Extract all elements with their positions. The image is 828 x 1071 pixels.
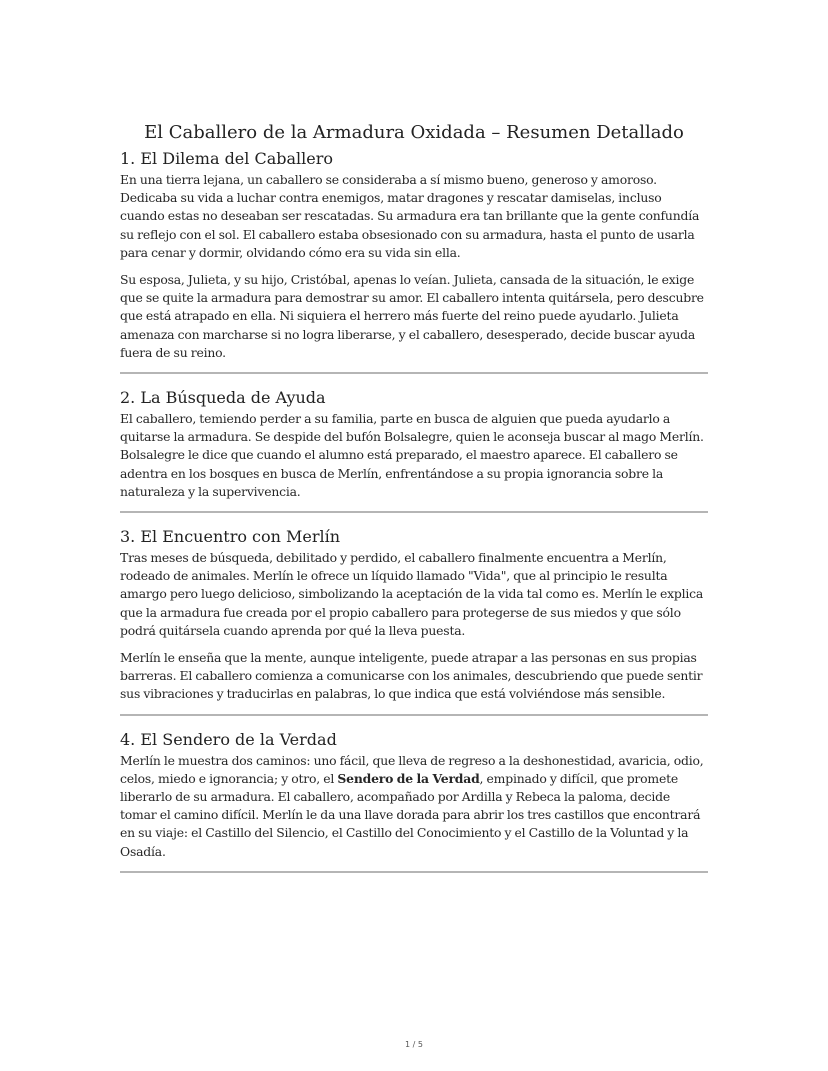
section-heading: 2. La Búsqueda de Ayuda — [120, 388, 326, 408]
section-sendero — [120, 729, 708, 861]
section-paragraph: Merlín le enseña que la mente, aunque inteligente, puede atrapar a las personas en sus propias barreras. El caballero comienza a comunicarse con los animales, descubriendo que puede sentir sus vibraciones y traducirlas en palabras, lo que indica que está volviéndose más sensible. — [120, 650, 703, 702]
section-heading: 3. El Encuentro con Merlín — [120, 527, 341, 547]
document-page — [120, 120, 708, 886]
section-divider — [120, 871, 708, 873]
section-paragraph: En una tierra lejana, un caballero se consideraba a sí mismo bueno, generoso y amoroso. Dedicaba su vida a luchar contra enemigos, matar dragones y rescatar damiselas, incluso cuando estas no deseaban ser rescatadas. Su armadura era tan brillante que la gente confundía su reflejo con el sol. El caballero estaba obsesionado con su armadura, hasta el punto de usarla para cenar y dormir, olvidando cómo era su vida sin ella. — [120, 172, 700, 260]
section-paragraph — [120, 752, 708, 861]
section-paragraph: Su esposa, Julieta, y su hijo, Cristóbal, apenas lo veían. Julieta, cansada de la situación, le exige que se quite la armadura para demostrar su amor. El caballero intenta quitársela, pero descubre que está atrapado en ella. Ni siquiera el herrero más fuerte del reino puede ayudarlo. Julieta amenaza con marcharse si no logra liberarse, y el caballero, desesperado, decide buscar ayuda fuera de su reino. — [120, 272, 704, 360]
section-divider — [120, 372, 708, 374]
section-busqueda — [120, 387, 708, 501]
section-divider — [120, 714, 708, 716]
paragraph-text: , empinado y difícil, que promete liberarlo de su armadura. El caballero, acompañado por Ardilla y Rebeca la paloma, decide tomar el camino difícil. Merlín le da una llave dorada para abrir los tres castillos que encontrará en su viaje: el Castillo del Silencio, el Castillo del Conocimiento y el Castillo de la Voluntad y la Osadía. — [120, 770, 701, 859]
section-heading: 1. El Dilema del Caballero — [120, 149, 334, 168]
section-paragraph: El caballero, temiendo perder a su familia, parte en busca de alguien que pueda ayudarlo a quitarse la armadura. Se despide del bufón Bolsalegre, quien le aconseja buscar al mago Merlín. Bolsalegre le dice que cuando el alumno está preparado, el maestro aparece. El caballero se adentra en los bosques en busca de Merlín, enfrentándose a su propia ignorancia sobre la naturaleza y la supervivencia. — [120, 411, 704, 499]
section-heading: 4. El Sendero de la Verdad — [120, 729, 337, 749]
section-encuentro — [120, 526, 708, 704]
section-divider — [120, 511, 708, 513]
section-paragraph: Tras meses de búsqueda, debilitado y perdido, el caballero finalmente encuentra a Merlín, rodeado de animales. Merlín le ofrece un líquido llamado "Vida", que al principio le resulta amargo pero luego delicioso, simbolizando la aceptación de la vida tal como es. Merlín le explica que la armadura fue creada por el propio caballero para protegerse de sus miedos y que sólo podrá quitársela cuando aprenda por qué la lleva puesta. — [120, 550, 704, 638]
bold-phrase: Sendero de la Verdad — [337, 770, 480, 786]
section-dilema — [120, 148, 708, 362]
page-number: 1 / 5 — [405, 1040, 423, 1049]
paragraph-text: Merlín le muestra dos caminos: uno fácil, que lleva de regreso a la deshonestidad, avaricia, odio, celos, miedo e ignorancia; y otro, el — [120, 752, 704, 786]
document-title: El Caballero de la Armadura Oxidada – Resumen Detallado — [144, 122, 684, 143]
